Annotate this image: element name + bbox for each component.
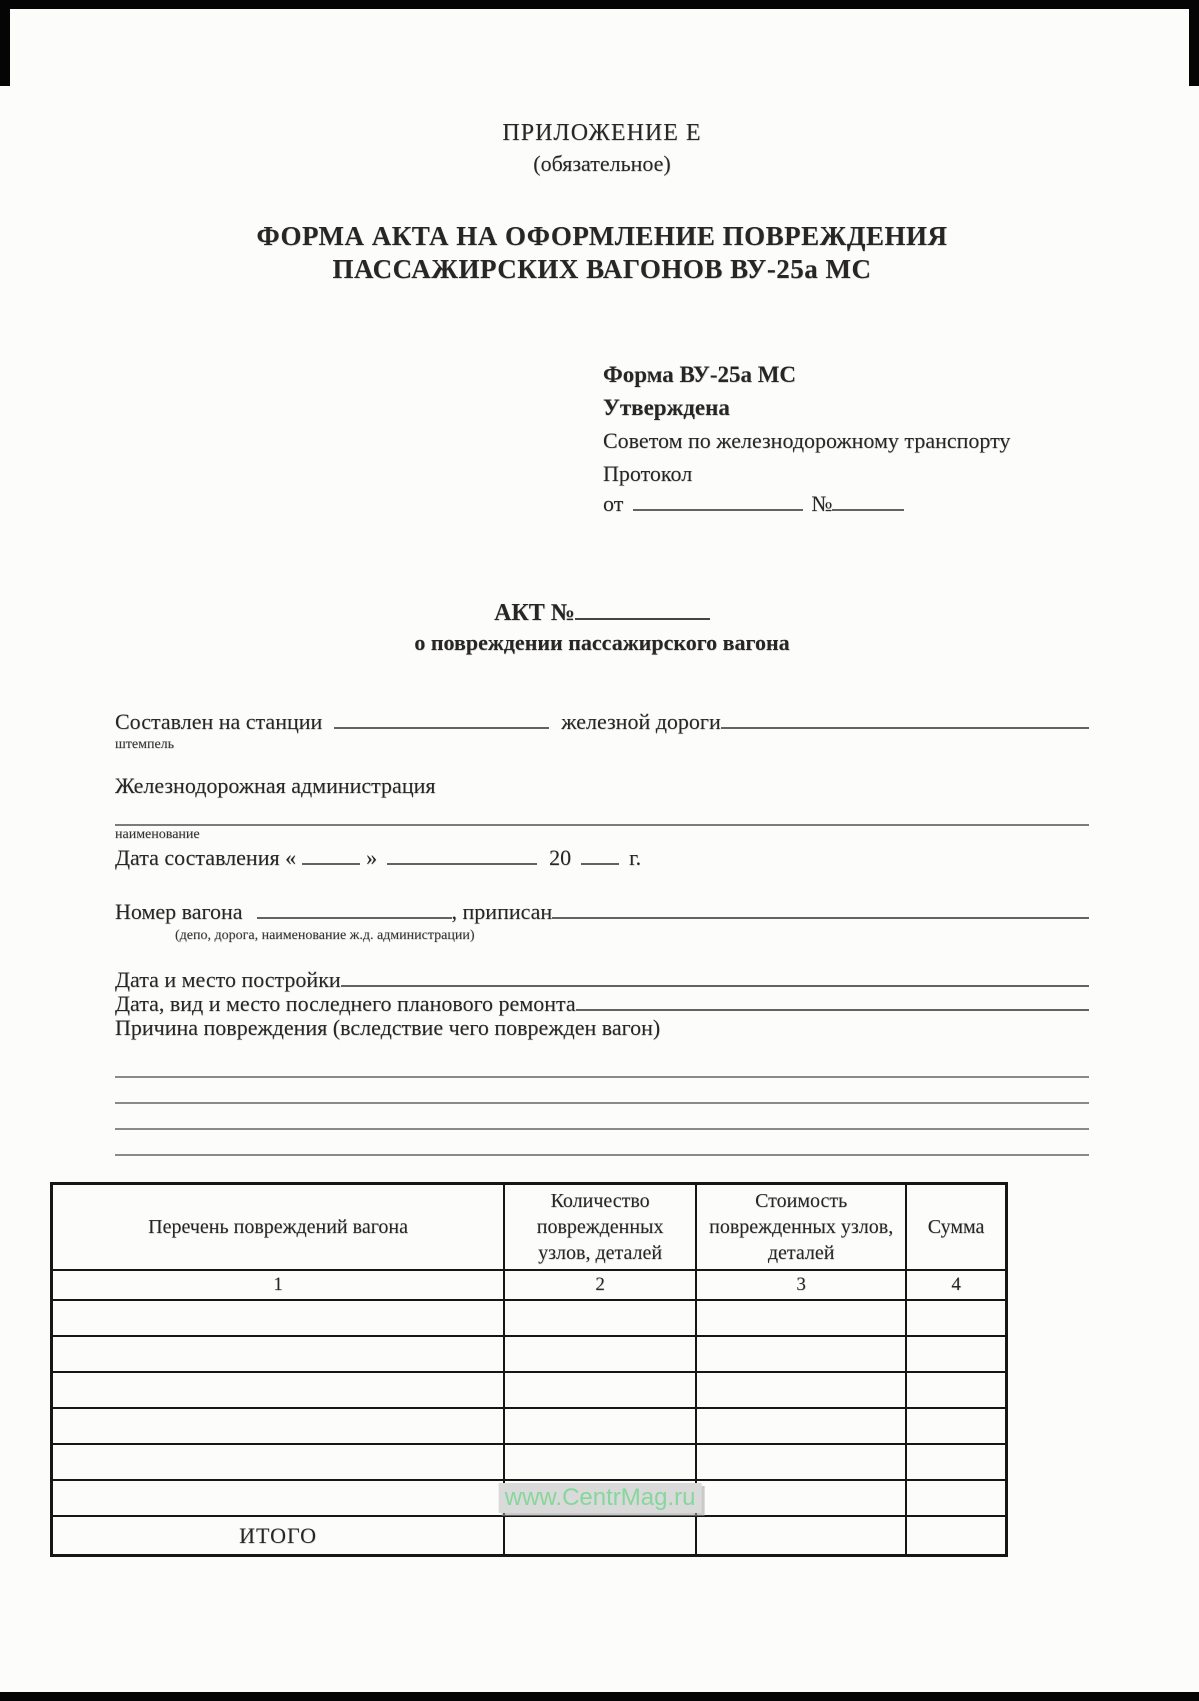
table-cell-empty	[696, 1408, 906, 1444]
scan-edge-right	[1189, 0, 1199, 86]
appendix-note: (обязательное)	[533, 151, 671, 176]
table-cell-empty	[504, 1444, 696, 1480]
appendix-title: ПРИЛОЖЕНИЕ Е	[502, 120, 702, 146]
table-total-row	[52, 1516, 1007, 1556]
railway-blank	[721, 712, 1089, 729]
table-cell-empty	[504, 1408, 696, 1444]
last-repair-line	[115, 992, 1089, 1016]
act-header	[115, 598, 1089, 658]
form-title	[115, 220, 1089, 286]
quote-close: »	[366, 845, 378, 870]
wagon-number-line	[115, 898, 1089, 926]
approved-by: Советом по железнодорожному транспорту	[603, 428, 1011, 453]
fields-section	[115, 708, 1089, 1156]
damage-cause-blank-lines	[115, 1052, 1089, 1156]
table-cell-empty	[52, 1300, 505, 1336]
compose-date-line	[115, 844, 1089, 872]
date-year-blank	[581, 848, 619, 865]
built-label: Дата и место постройки	[115, 967, 341, 992]
station-line	[115, 708, 1089, 736]
scan-edge-left	[0, 0, 10, 86]
table-row	[52, 1372, 1007, 1408]
table-row	[52, 1444, 1007, 1480]
act-number-blank	[575, 600, 710, 620]
protocol-label: Протокол	[603, 461, 693, 486]
station-label: Составлен на станции	[115, 709, 323, 734]
administration-label: Железнодорожная администрация	[115, 773, 436, 798]
table-cell-empty	[906, 1444, 1006, 1480]
blank-line	[115, 1104, 1089, 1130]
table-cell-empty	[52, 1336, 505, 1372]
col-number: 4	[906, 1270, 1006, 1300]
approved-label: Утверждена	[603, 395, 730, 420]
blank-line	[115, 1130, 1089, 1156]
table-cell-empty	[696, 1336, 906, 1372]
act-subtitle: о повреждении пассажирского вагона	[414, 630, 790, 655]
assigned-note: (депо, дорога, наименование ж.д. администрации)	[175, 928, 475, 943]
last-repair-blank	[576, 994, 1089, 1011]
act-title-line	[115, 598, 1089, 628]
table-row-with-watermark	[52, 1480, 1007, 1516]
table-cell-watermark	[504, 1480, 696, 1516]
protocol-date-blank	[633, 494, 803, 511]
from-label: от	[603, 491, 624, 516]
col-header-sum: Сумма	[906, 1184, 1006, 1271]
damage-cause-label: Причина повреждения (вследствие чего поврежден вагон)	[115, 1015, 661, 1040]
year-prefix: 20	[549, 845, 572, 870]
stamp-note: штемпель	[115, 737, 175, 752]
table-cell-empty	[504, 1300, 696, 1336]
table-cell-empty	[906, 1516, 1006, 1556]
damage-table	[50, 1182, 1008, 1557]
form-title-line1: ФОРМА АКТА НА ОФОРМЛЕНИЕ ПОВРЕЖДЕНИЯ	[256, 221, 948, 251]
name-note: наименование	[115, 827, 200, 842]
table-number-row	[52, 1270, 1007, 1300]
assigned-label: , приписан	[451, 899, 553, 924]
station-blank	[334, 712, 549, 729]
blank-line	[115, 1078, 1089, 1104]
total-label: ИТОГО	[52, 1516, 505, 1556]
table-cell-empty	[504, 1516, 696, 1556]
table-cell-empty	[52, 1408, 505, 1444]
table-row	[52, 1336, 1007, 1372]
built-blank	[341, 970, 1089, 987]
blank-line	[115, 1052, 1089, 1078]
table-cell-empty	[696, 1444, 906, 1480]
wagon-number-blank	[257, 902, 452, 919]
table-cell-empty	[52, 1372, 505, 1408]
col-number: 3	[696, 1270, 906, 1300]
table-header-row	[52, 1184, 1007, 1271]
table-cell-empty	[906, 1480, 1006, 1516]
form-code: Форма ВУ-25а МС	[603, 362, 797, 387]
date-month-blank	[387, 848, 537, 865]
last-repair-label: Дата, вид и место последнего планового ремонта	[115, 991, 576, 1016]
assigned-blank	[552, 902, 1089, 919]
table-cell-empty	[696, 1480, 906, 1516]
number-sign: №	[811, 491, 833, 516]
protocol-date-line	[603, 490, 1089, 518]
table-cell-empty	[906, 1408, 1006, 1444]
table-cell-empty	[504, 1336, 696, 1372]
table-cell-empty	[696, 1300, 906, 1336]
date-day-blank	[302, 848, 360, 865]
act-title: АКТ №	[494, 600, 575, 626]
col-number: 1	[52, 1270, 505, 1300]
col-header-damage-list: Перечень повреждений вагона	[52, 1184, 505, 1271]
approval-block	[603, 358, 1089, 518]
table-cell-empty	[696, 1516, 906, 1556]
scan-edge-top	[0, 0, 1199, 9]
table-cell-empty	[906, 1336, 1006, 1372]
table-cell-empty	[906, 1372, 1006, 1408]
table-cell-empty	[504, 1372, 696, 1408]
col-header-quantity: Количество поврежденных узлов, деталей	[504, 1184, 696, 1271]
table-cell-empty	[52, 1480, 505, 1516]
form-title-line2: ПАССАЖИРСКИХ ВАГОНОВ ВУ-25а МС	[332, 254, 872, 284]
col-number: 2	[504, 1270, 696, 1300]
centrmag-watermark: www.CentrMag.ru	[499, 1483, 702, 1513]
wagon-number-label: Номер вагона	[115, 899, 243, 924]
table-cell-empty	[696, 1372, 906, 1408]
protocol-number-blank	[832, 494, 904, 511]
table-cell-empty	[52, 1444, 505, 1480]
scan-edge-bottom	[0, 1692, 1199, 1701]
railway-label: железной дороги	[561, 709, 721, 734]
table-row	[52, 1300, 1007, 1336]
built-line	[115, 968, 1089, 992]
year-suffix: г.	[629, 845, 642, 870]
compose-date-label: Дата составления «	[115, 845, 297, 870]
col-header-cost: Стоимость поврежденных узлов, деталей	[696, 1184, 906, 1271]
table-row	[52, 1408, 1007, 1444]
table-cell-empty	[906, 1300, 1006, 1336]
